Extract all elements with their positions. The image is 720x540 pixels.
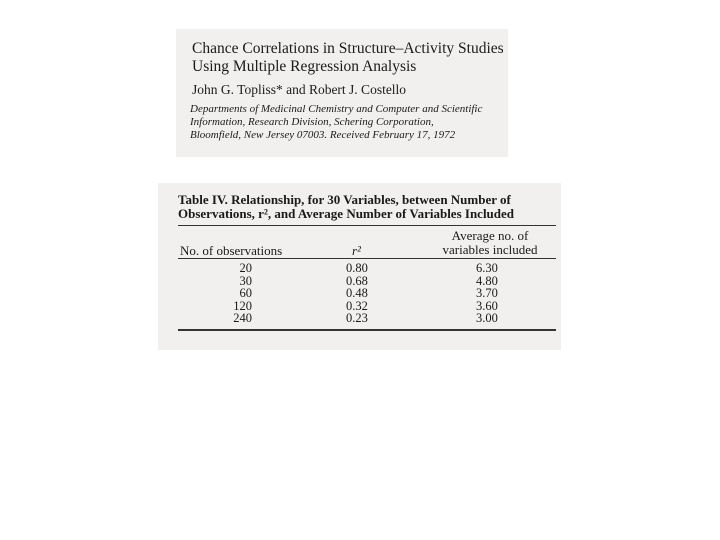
paper-authors: John G. Topliss* and Robert J. Costello <box>192 82 407 97</box>
table-cell-observations: 30 <box>239 273 252 288</box>
table-cell-r2: 0.68 <box>346 273 368 288</box>
affiliation-line-1: Departments of Medicinal Chemistry and Computer and Scientific <box>190 103 483 115</box>
header-observations: No. of observations <box>180 243 283 258</box>
r2-column <box>346 262 386 325</box>
table-cell-avg-vars: 6.30 <box>476 261 498 275</box>
table-header-rule <box>178 258 556 259</box>
table-top-rule <box>178 225 556 226</box>
header-avg-vars-line-1: Average no. of <box>451 228 529 243</box>
header-avg-vars-line-2: variables included <box>442 242 538 257</box>
table-cell-r2: 0.80 <box>346 261 368 275</box>
table-cell-r2: 0.23 <box>346 311 368 325</box>
table-cell-observations: 60 <box>239 286 252 300</box>
table-cell-r2: 0.32 <box>346 298 368 313</box>
table-cell-avg-vars: 3.60 <box>476 298 498 313</box>
table-cell-r2: 0.48 <box>346 286 368 300</box>
table-caption-line-1: Table IV. Relationship, for 30 Variables, between Number of <box>178 192 511 207</box>
table-bottom-rule <box>178 329 556 331</box>
paper-title-line-2: Using Multiple Regression Analysis <box>192 58 417 75</box>
affiliation-line-3: Bloomfield, New Jersey 07003. Received February 17, 1972 <box>190 129 456 141</box>
table-cell-observations: 240 <box>233 311 252 325</box>
header-r2: r² <box>352 243 361 258</box>
observations-column <box>216 262 252 325</box>
table-cell-avg-vars: 3.70 <box>476 286 498 300</box>
table-iv-clipping <box>158 183 561 350</box>
table-cell-avg-vars: 4.80 <box>476 273 498 288</box>
table-caption-line-2: Observations, r², and Average Number of Variables Included <box>178 206 515 221</box>
paper-header-clipping <box>176 29 508 157</box>
table-cell-observations: 20 <box>239 261 252 275</box>
avg-vars-column <box>476 262 516 325</box>
paper-title-line-1: Chance Correlations in Structure–Activity Studies <box>192 40 504 57</box>
table-cell-avg-vars: 3.00 <box>476 311 498 325</box>
table-cell-observations: 120 <box>233 298 252 313</box>
affiliation-line-2: Information, Research Division, Schering Corporation, <box>190 116 434 128</box>
